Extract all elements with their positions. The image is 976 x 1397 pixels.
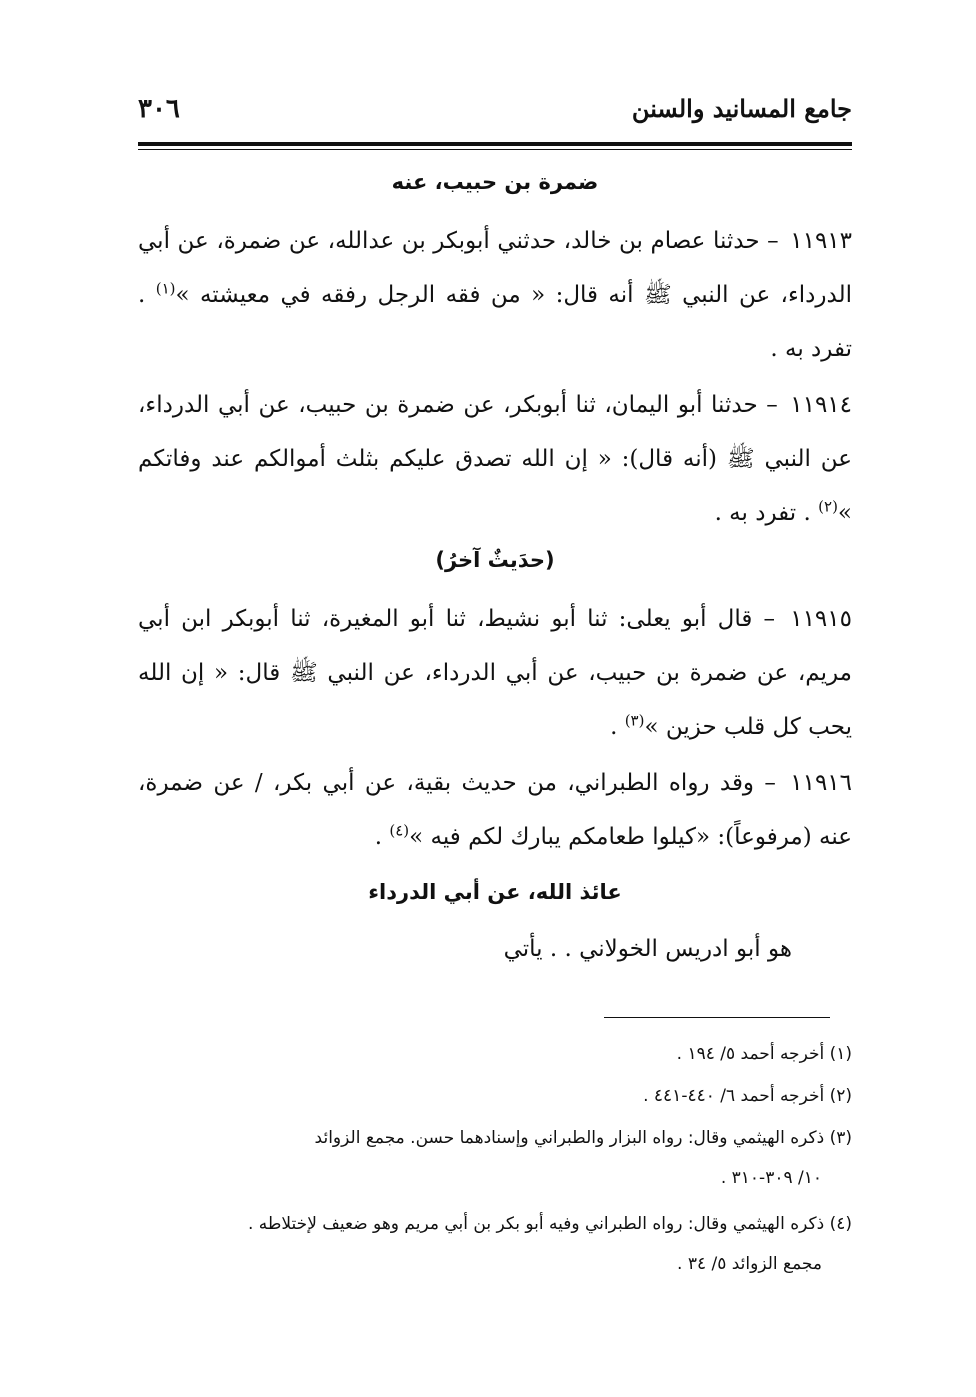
hadith-tail: . تفرد به .: [714, 500, 811, 526]
footnote-marker: (٤): [389, 821, 410, 840]
footnote-2: (٢) أخرجه أحمد ٦/ ٤٤٠-٤٤١ .: [643, 1086, 852, 1106]
header-rule-thin: [138, 149, 852, 150]
hadith-text: – حدثنا عصام بن خالد، حدثني أبوبكر بن عدالله، عن ضمرة، عن أبي الدرداء، عن النبي ﷺ أنه قال: « من فقه الرجل رفقه في معيشته »: [138, 228, 853, 308]
header-rule-thick: [138, 142, 852, 146]
footnote-3: [138, 1118, 852, 1198]
hadith-text: – حدثنا أبو اليمان، ثنا أبوبكر، عن ضمرة بن حبيب، عن أبي الدرداء، عن النبي ﷺ (أنه قال): « إن الله تصدق عليكم بثلث أموالكم عند وفاتكم »: [138, 392, 852, 526]
hadith-number: ١١٩١٤: [790, 392, 853, 418]
hadith-11916: [138, 756, 852, 864]
hadith-tail: .: [610, 714, 618, 740]
footnote-4-line-1: (٤) ذكره الهيثمي وقال: رواه الطبراني وفيه أبو بكر بن أبي مريم وهو ضعيف لإختلاطه .: [247, 1214, 852, 1234]
hadith-11914: [138, 378, 852, 540]
footnote-marker: (١): [155, 279, 176, 298]
hadith-text: – وقد رواه الطبراني، من حديث بقية، عن أبي بكر، / عن ضمرة، عنه (مرفوعاً): «كيلوا طعامكم يبارك لكم فيه »: [138, 770, 852, 850]
page-number: ٣٠٦: [138, 94, 180, 124]
hadith-11915: [138, 592, 852, 754]
hadith-number: ١١٩١٦: [790, 770, 853, 796]
footnote-marker: (٢): [818, 497, 838, 516]
hadith-text: – قال أبو يعلى: ثنا أبو نشيط، ثنا أبو المغيرة، ثنا أبوبكر ابن أبي مريم، عن ضمرة بن حبيب، عن أبي الدرداء، عن النبي ﷺ قال: « إن الله يحب كل قلب حزين »: [138, 606, 852, 740]
book-title: جامع المسانيد والسنن: [631, 94, 852, 123]
hadith-tail: . تفرد به .: [138, 282, 852, 362]
hadith-11913: [138, 214, 852, 376]
section-heading-another-hadith: (حدَيثٌ آخرُ): [435, 548, 555, 572]
footnote-1: (١) أخرجه أحمد ٥/ ١٩٤ .: [676, 1044, 852, 1064]
section-heading-aidh-allah: عائذ الله، عن أبي الدرداء: [368, 880, 622, 904]
hadith-tail: .: [374, 824, 383, 850]
hadith-number: ١١٩١٥: [790, 606, 852, 632]
footnote-separator: [604, 1017, 830, 1018]
page-header: [138, 88, 852, 140]
footnote-3-line-1: (٣) ذكره الهيثمي وقال: رواه البزار والطبراني وإسنادهما حسن. مجمع الزوائد: [314, 1128, 852, 1148]
section-heading-damra: ضمرة بن حبيب، عنه: [391, 170, 599, 194]
hadith-number: ١١٩١٣: [790, 228, 853, 254]
footnote-marker: (٣): [624, 711, 645, 730]
footnote-3-line-2: ١٠/ ٣٠٩-٣١٠ .: [720, 1168, 822, 1188]
footnote-4: [138, 1204, 852, 1284]
cross-reference-note: هو أبو ادريس الخولاني . . يأتي: [503, 936, 792, 962]
footnote-4-line-2: مجمع الزوائد ٥/ ٣٤ .: [677, 1254, 822, 1274]
